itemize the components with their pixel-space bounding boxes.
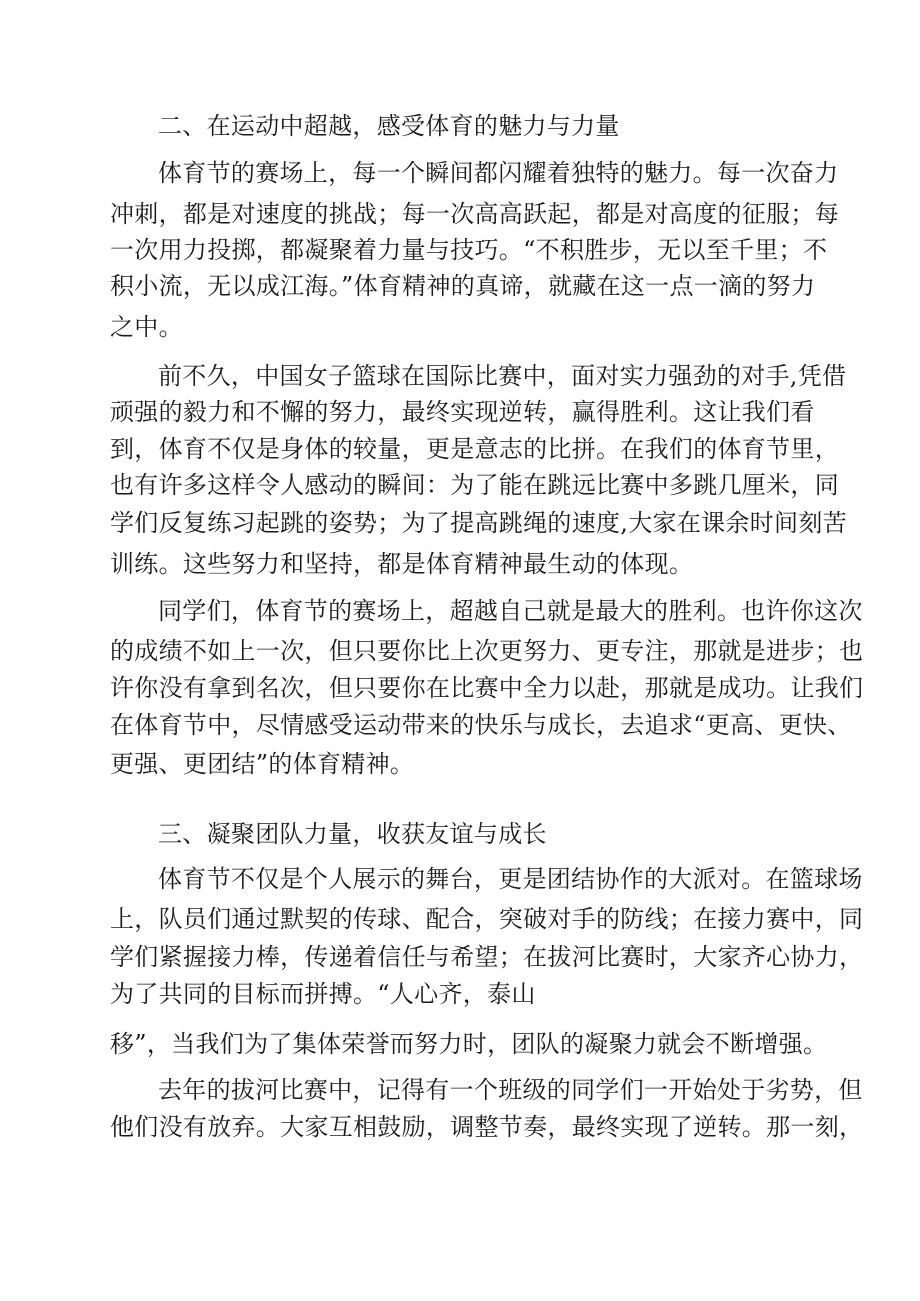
paragraph-line: 一次用力投掷，都凝聚着力量与技巧。“不积胜步，无以至千里；不 xyxy=(110,236,828,264)
paragraph-line: 训练。这些努力和坚持，都是体育精神最生动的体现。 xyxy=(110,550,694,578)
paragraph-line: 更强、更团结”的体育精神。 xyxy=(110,750,415,778)
paragraph-line: 在体育节中，尽情感受运动带来的快乐与成长，去追求“更高、更快、 xyxy=(110,711,852,739)
paragraph-line: 同学们，体育节的赛场上，超越自己就是最大的胜利。也许你这次 xyxy=(158,597,863,625)
paragraph-line: 积小流，无以成江海。”体育精神的真谛，就藏在这一点一滴的努力 xyxy=(110,272,816,300)
paragraph-line: 体育节的赛场上，每一个瞬间都闪耀着独特的魅力。每一次奋力 xyxy=(158,159,839,187)
paragraph-line: 的成绩不如上一次，但只要你比上次更努力、更专注，那就是进步；也 xyxy=(110,637,864,665)
paragraph-line: 之中。 xyxy=(110,313,183,341)
paragraph-line: 学们反复练习起跳的姿势；为了提高跳绳的速度,大家在课余时间刻苦 xyxy=(110,509,847,537)
section-heading-2: 二、在运动中超越，感受体育的魅力与力量 xyxy=(158,112,620,140)
paragraph-line: 学们紧握接力棒，传递着信任与希望；在拔河比赛时，大家齐心协力， xyxy=(110,943,864,971)
paragraph-line: 上，队员们通过默契的传球、配合，突破对手的防线；在接力赛中，同 xyxy=(110,905,864,933)
paragraph-line: 到，体育不仅是身体的较量，更是意志的比拼。在我们的体育节里， xyxy=(110,435,839,463)
paragraph-line: 冲刺，都是对速度的挑战；每一次高高跃起，都是对高度的征服；每 xyxy=(110,200,839,228)
paragraph-line: 他们没有放弃。大家互相鼓励，调整节奏，最终实现了逆转。那一刻， xyxy=(110,1113,864,1141)
paragraph-line: 也有许多这样令人感动的瞬间：为了能在跳远比赛中多跳几厘米，同 xyxy=(110,471,839,499)
paragraph-line: 去年的拔河比赛中，记得有一个班级的同学们一开始处于劣势，但 xyxy=(158,1076,863,1104)
paragraph-line: 顽强的毅力和不懈的努力，最终实现逆转，赢得胜利。这让我们看 xyxy=(110,398,815,426)
paragraph-line: 体育节不仅是个人展示的舞台，更是团结协作的大派对。在篮球场 xyxy=(158,865,863,893)
paragraph-line: 为了共同的目标而拼搏。“人心齐，泰山 xyxy=(110,980,536,1008)
paragraph-line: 许你没有拿到名次，但只要你在比赛中全力以赴，那就是成功。让我们 xyxy=(110,674,864,702)
paragraph-line: 移”，当我们为了集体荣誉而努力时，团队的凝聚力就会不断增强。 xyxy=(110,1030,828,1058)
paragraph-line: 前不久，中国女子篮球在国际比赛中，面对实力强劲的对手,凭借 xyxy=(158,362,847,390)
section-heading-3: 三、凝聚团队力量，收获友谊与成长 xyxy=(158,820,547,848)
